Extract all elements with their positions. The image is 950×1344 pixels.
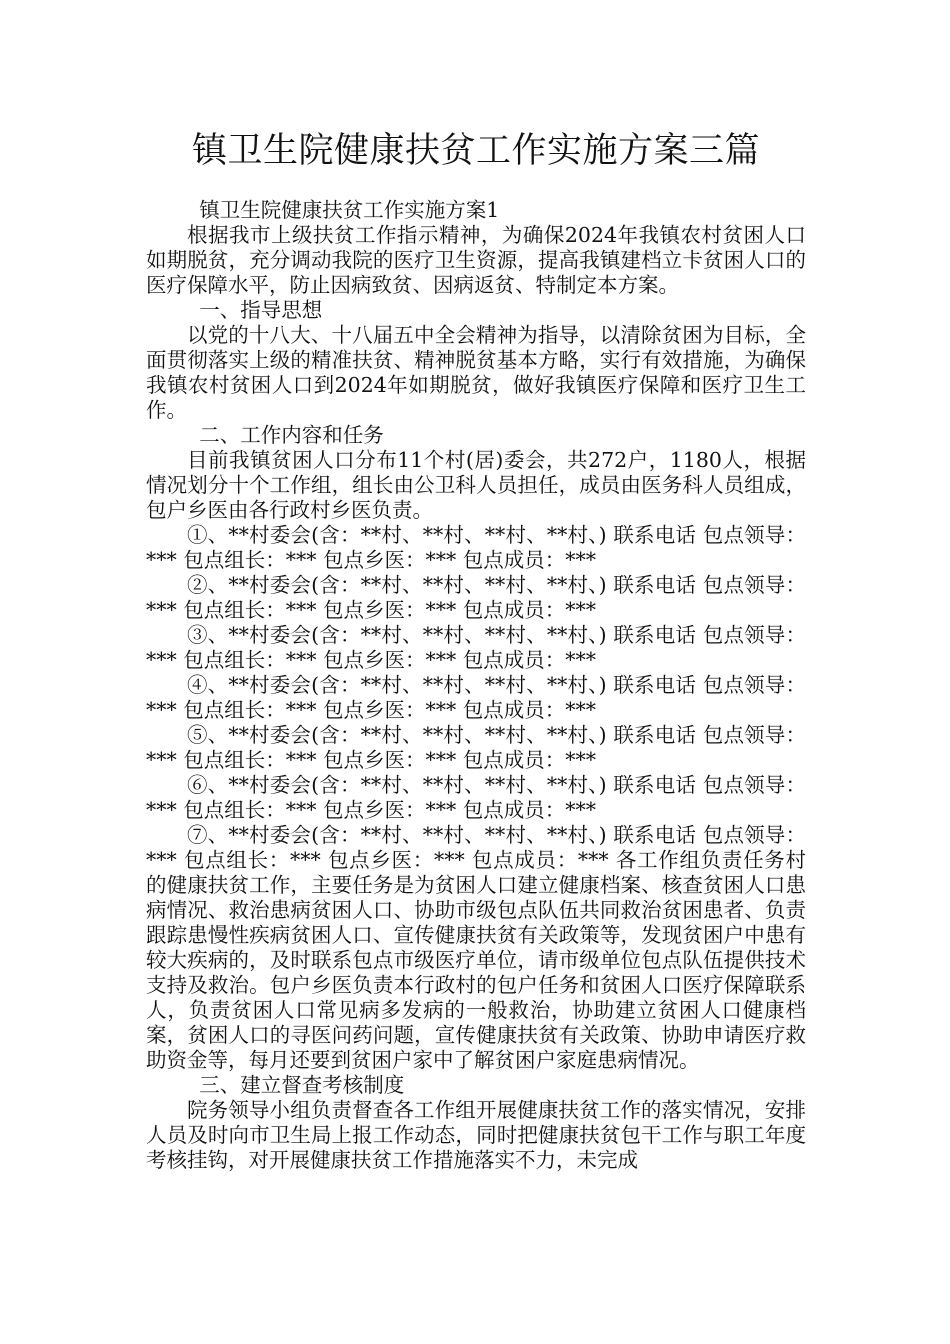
section-heading: 镇卫生院健康扶贫工作实施方案1 [199,198,500,222]
section-heading: 三、建立督查考核制度 [199,1073,405,1097]
paragraph: 院务领导小组负责督查各工作组开展健康扶贫工作的落实情况，安排人员及时向市卫生局上报工作动态，同时把健康扶贫包干工作与职工年度考核挂钩，对开展健康扶贫工作措施落实不力，未完成 [146,1098,806,1172]
list-item: ⑤、**村委会(含：**村、**村、**村、**村、) 联系电话 包点领导：*** 包点组长：*** 包点乡医：*** 包点成员：*** [146,723,806,772]
paragraph: 以党的十八大、十八届五中全会精神为指导，以清除贫困为目标，全面贯彻落实上级的精准扶贫、精神脱贫基本方略，实行有效措施，为确保我镇农村贫困人口到2024年如期脱贫，做好我镇医疗保障和医疗卫生工作。 [146,323,806,422]
list-item: ②、**村委会(含：**村、**村、**村、**村、) 联系电话 包点领导：*** 包点组长：*** 包点乡医：*** 包点成员：*** [146,573,806,622]
section-heading: 二、工作内容和任务 [199,423,384,447]
list-item: ④、**村委会(含：**村、**村、**村、**村、) 联系电话 包点领导：*** 包点组长：*** 包点乡医：*** 包点成员：*** [146,673,806,722]
document-title: 镇卫生院健康扶贫工作实施方案三篇 [191,131,760,171]
paragraph: 根据我市上级扶贫工作指示精神，为确保2024年我镇农村贫困人口如期脱贫，充分调动我院的医疗卫生资源，提高我镇建档立卡贫困人口的医疗保障水平，防止因病致贫、因病返贫、特制定本方案。 [146,223,806,297]
list-item: ①、**村委会(含：**村、**村、**村、**村、) 联系电话 包点领导：*** 包点组长：*** 包点乡医：*** 包点成员：*** [146,523,806,572]
document-body [146,198,806,1173]
paragraph: 目前我镇贫困人口分布11个村(居)委会，共272户，1180人，根据情况划分十个工作组，组长由公卫科人员担任，成员由医务科人员组成，包户乡医由各行政村乡医负责。 [146,448,806,522]
list-item: ⑦、**村委会(含：**村、**村、**村、**村、) 联系电话 包点领导：*** 包点组长：*** 包点乡医：*** 包点成员：*** 各工作组负责任务村的健康扶贫工作，主要任务是为贫困人口建立健康档案、核查贫困人口患病情况、救治患病贫困人口、协助市级包点队伍共同救治贫困患者、负责跟踪患慢性疾病贫困人口、宣传健康扶贫有关政策等，发现贫困户中患有较大疾病的，及时联系包点市级医疗单位，请市级单位包点队伍提供技术支持及救治。包户乡医负责本行政村的包户任务和贫困人口医疗保障联系人，负责贫困人口常见病多发病的一般救治，协助建立贫困人口健康档案，贫困人口的寻医问药问题，宣传健康扶贫有关政策、协助申请医疗救助资金等，每月还要到贫困户家中了解贫困户家庭患病情况。 [146,823,806,1072]
list-item: ③、**村委会(含：**村、**村、**村、**村、) 联系电话 包点领导：*** 包点组长：*** 包点乡医：*** 包点成员：*** [146,623,806,672]
section-heading: 一、指导思想 [199,298,323,322]
list-item: ⑥、**村委会(含：**村、**村、**村、**村、) 联系电话 包点领导：*** 包点组长：*** 包点乡医：*** 包点成员：*** [146,773,806,822]
